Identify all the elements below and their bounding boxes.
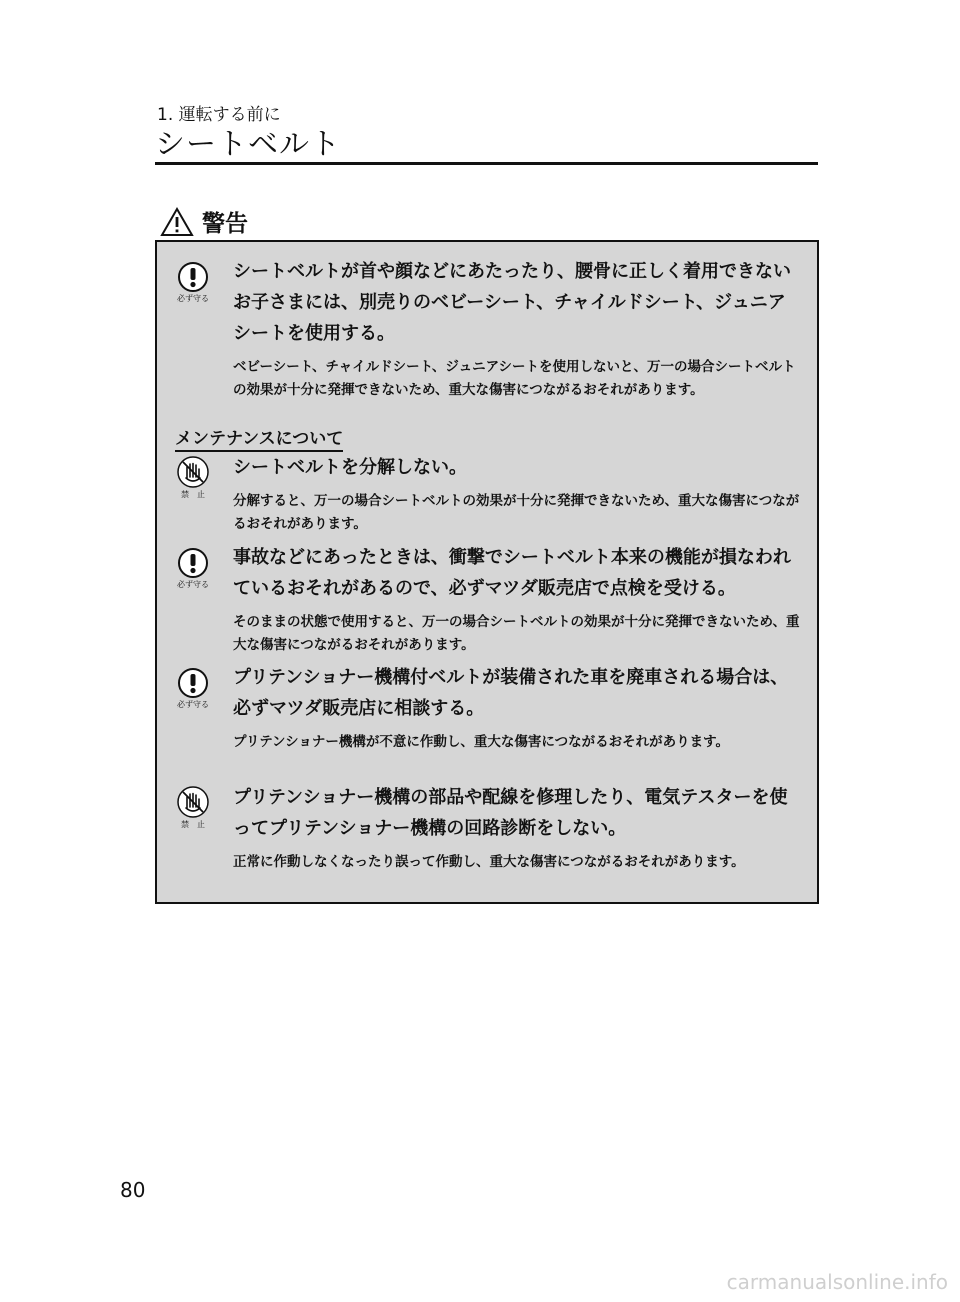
item-text xyxy=(233,662,803,754)
item-text xyxy=(233,256,803,402)
item-body: ベビーシート、チャイルドシート、ジュニアシートを使用しないと、万一の場合シートベルトの効果が十分に発揮できないため、重大な傷害につながるおそれがあります。 xyxy=(233,359,796,398)
item-body: 正常に作動しなくなったり誤って作動し、重大な傷害につながるおそれがあります。 xyxy=(233,854,745,870)
watermark: carmanualsonline.info xyxy=(726,1270,948,1294)
mandatory-icon xyxy=(178,548,208,578)
item-text xyxy=(233,542,803,657)
warning-heading-text: 警告 xyxy=(202,211,248,237)
item-headline: 事故などにあったときは、衝撃でシートベルト本来の機能が損なわれているおそれがあるので、必ずマツダ販売店で点検を受ける。 xyxy=(233,547,791,599)
prohibited-hand-icon xyxy=(177,786,209,818)
item-text xyxy=(233,782,803,874)
mandatory-icon xyxy=(178,668,208,698)
icon-column xyxy=(171,456,215,500)
icon-label: 禁 止 xyxy=(181,490,205,499)
item-headline: シートベルトが首や顔などにあたったり、腰骨に正しく着用できないお子さまには、別売りのベビーシート、チャイルドシート、ジュニアシートを使用する。 xyxy=(233,261,791,344)
item-body: そのままの状態で使用すると、万一の場合シートベルトの効果が十分に発揮できないため、重大な傷害につながるおそれがあります。 xyxy=(233,614,800,653)
maintenance-heading: メンテナンスについて xyxy=(175,424,343,452)
icon-column xyxy=(171,548,215,590)
item-headline: プリテンショナー機構の部品や配線を修理したり、電気テスターを使ってプリテンショナー機構の回路診断をしない。 xyxy=(233,787,788,839)
icon-label: 禁 止 xyxy=(181,820,205,829)
page-title: シートベルト xyxy=(155,127,341,162)
warning-triangle-icon xyxy=(160,207,194,237)
item-text xyxy=(233,452,803,536)
page-number: 80 xyxy=(120,1178,146,1202)
mandatory-icon xyxy=(178,262,208,292)
title-rule xyxy=(155,162,818,165)
warning-box xyxy=(155,240,819,904)
icon-column xyxy=(171,262,215,304)
item-body: プリテンショナー機構が不意に作動し、重大な傷害につながるおそれがあります。 xyxy=(233,734,730,750)
item-headline: プリテンショナー機構付ベルトが装備された車を廃車される場合は、必ずマツダ販売店に相談する。 xyxy=(233,667,789,719)
icon-column xyxy=(171,786,215,830)
item-headline: シートベルトを分解しない。 xyxy=(233,457,467,478)
chapter-label: 1. 運転する前に xyxy=(157,105,281,125)
icon-label: 必ず守る xyxy=(177,700,209,709)
icon-column xyxy=(171,668,215,710)
icon-label: 必ず守る xyxy=(177,580,209,589)
prohibited-hand-icon xyxy=(177,456,209,488)
warning-heading xyxy=(160,205,248,238)
item-body: 分解すると、万一の場合シートベルトの効果が十分に発揮できないため、重大な傷害につながるおそれがあります。 xyxy=(233,493,800,532)
icon-label: 必ず守る xyxy=(177,294,209,303)
